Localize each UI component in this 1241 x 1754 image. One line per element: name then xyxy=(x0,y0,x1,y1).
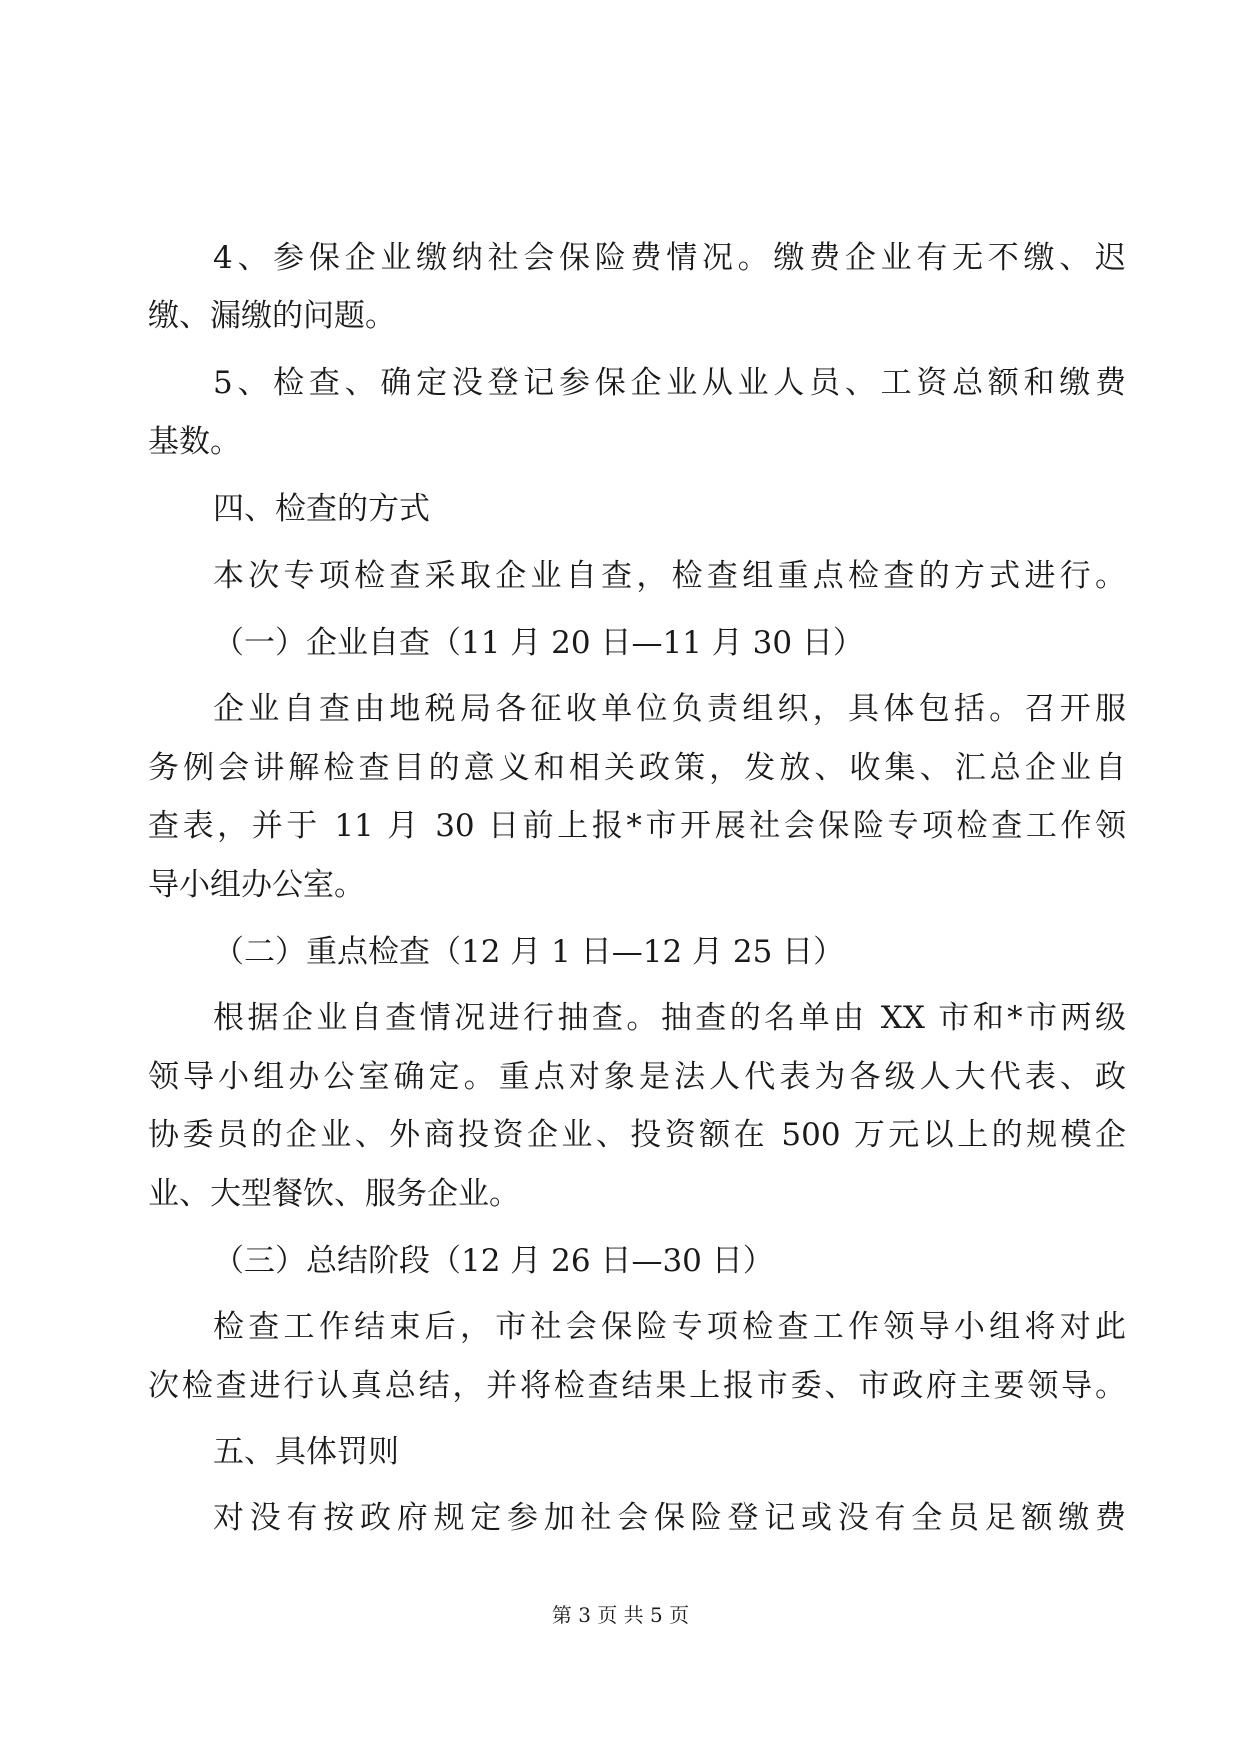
paragraph-line: 5、检查、确定没登记参保企业从业人员、工资总额和缴费 xyxy=(213,365,1126,401)
subsection-heading: （一）企业自查（11 月 20 日—11 月 30 日） xyxy=(213,625,864,661)
paragraph-line: 缴、漏缴的问题。 xyxy=(148,298,396,334)
paragraph-line: 领导小组办公室确定。重点对象是法人代表为各级人大代表、政 xyxy=(148,1059,1126,1095)
section-heading: 四、检查的方式 xyxy=(213,491,430,527)
paragraph-line: 务例会讲解检查目的意义和相关政策，发放、收集、汇总企业自 xyxy=(148,750,1126,786)
paragraph-line: 业、大型餐饮、服务企业。 xyxy=(148,1176,520,1212)
paragraph-line: 根据企业自查情况进行抽查。抽查的名单由 XX 市和*市两级 xyxy=(213,1000,1126,1036)
paragraph-line: 查表，并于 11 月 30 日前上报*市开展社会保险专项检查工作领 xyxy=(148,808,1126,844)
paragraph-line: 4、参保企业缴纳社会保险费情况。缴费企业有无不缴、迟 xyxy=(213,240,1126,276)
paragraph-line: 协委员的企业、外商投资企业、投资额在 500 万元以上的规模企 xyxy=(148,1117,1126,1153)
subsection-heading: （二）重点检查（12 月 1 日—12 月 25 日） xyxy=(213,934,845,970)
paragraph-line: 本次专项检查采取企业自查，检查组重点检查的方式进行。 xyxy=(213,558,1126,594)
subsection-heading: （三）总结阶段（12 月 26 日—30 日） xyxy=(213,1243,774,1279)
paragraph-line: 企业自查由地税局各征收单位负责组织，具体包括。召开服 xyxy=(213,691,1126,727)
paragraph-line: 基数。 xyxy=(148,424,241,460)
paragraph-line: 次检查进行认真总结，并将检查结果上报市委、市政府主要领导。 xyxy=(148,1368,1126,1404)
paragraph-line: 对没有按政府规定参加社会保险登记或没有全员足额缴费 xyxy=(213,1500,1126,1536)
paragraph-line: 导小组办公室。 xyxy=(148,867,365,903)
paragraph-line: 检查工作结束后，市社会保险专项检查工作领导小组将对此 xyxy=(213,1309,1126,1345)
section-heading: 五、具体罚则 xyxy=(213,1434,399,1470)
page-footer: 第 3 页 共 5 页 xyxy=(551,1603,690,1627)
